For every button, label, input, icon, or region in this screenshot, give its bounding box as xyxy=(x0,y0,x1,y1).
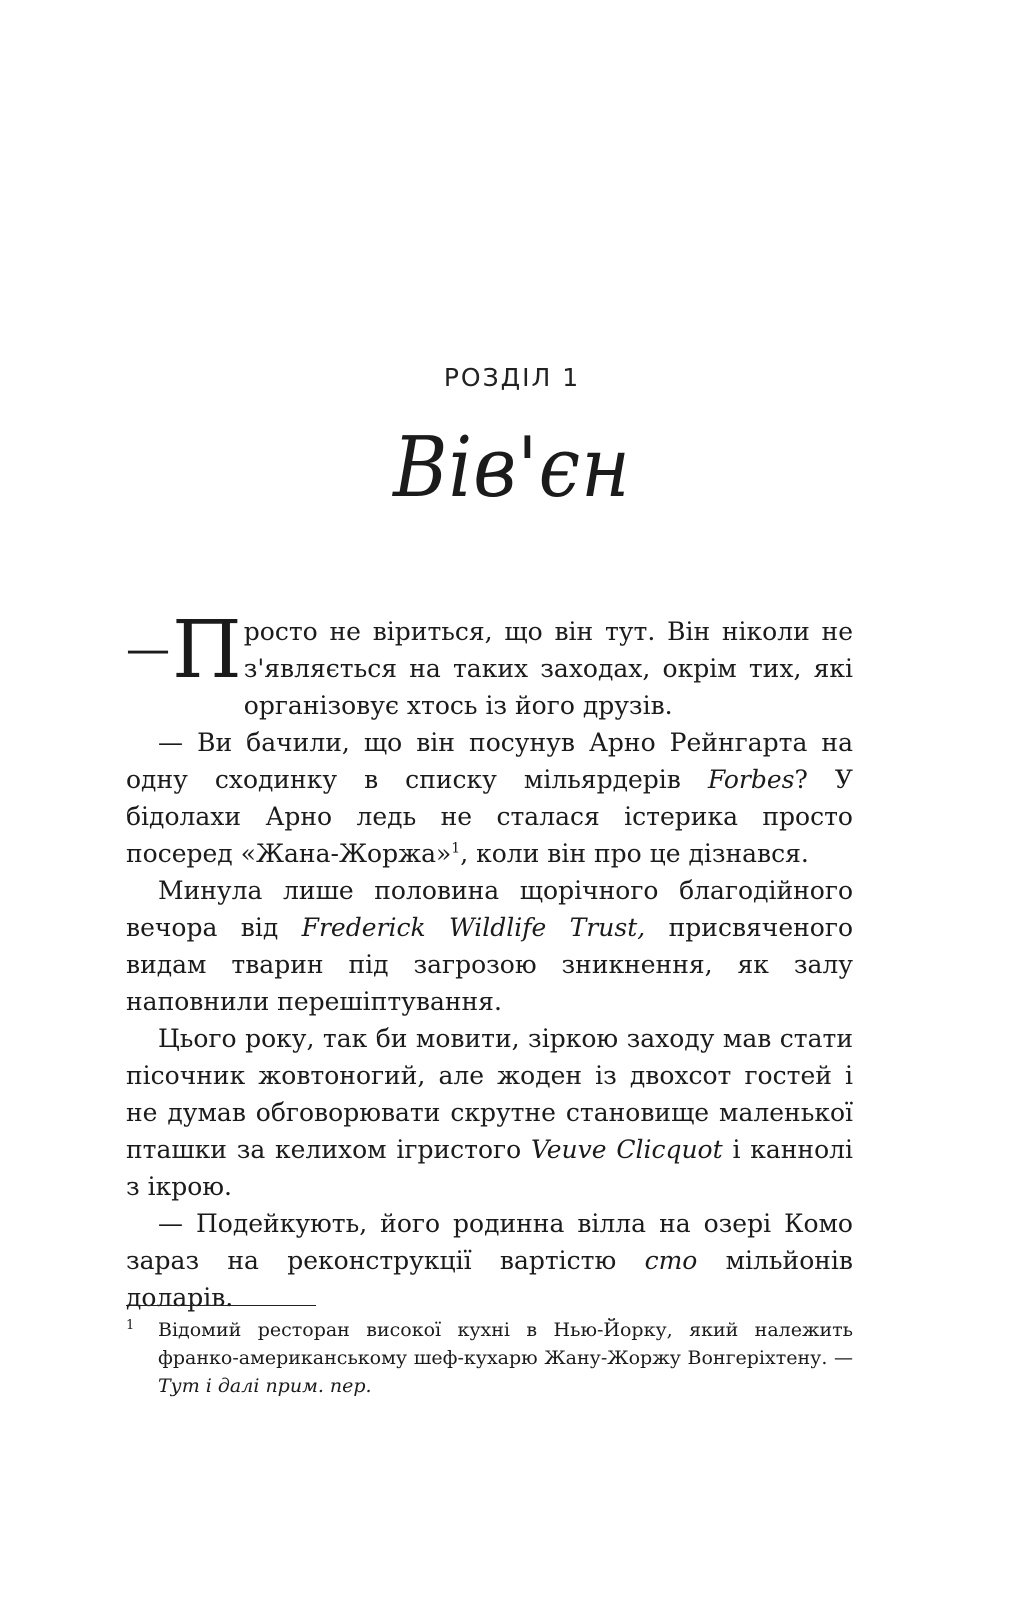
paragraph-5-text-b: мільйонів доларів. xyxy=(126,1246,853,1312)
paragraph-1-text: росто не віриться, що він тут. Він ніколи не з'являється на таких заходах, окрім тих, які організовує хтось із його друзів. xyxy=(243,617,853,720)
paragraph-4 xyxy=(126,1020,853,1205)
paragraph-2-text-c: , коли він про це дізнався. xyxy=(460,839,809,868)
paragraph-5-italic: сто xyxy=(644,1246,698,1275)
drop-cap-letter: П xyxy=(172,603,242,696)
paragraph-2 xyxy=(126,724,853,872)
paragraph-4-text-b: і каннолі з ікрою. xyxy=(126,1135,854,1201)
drop-cap-dash: — xyxy=(126,624,170,675)
paragraph-3-text-b: присвяченого видам тварин під загрозою зникнення, як залу наповнили перешіптування. xyxy=(126,913,853,1016)
footnote-divider xyxy=(126,1305,316,1306)
paragraph-3-italic: Frederick Wildlife Trust, xyxy=(301,913,646,942)
footnote-reference[interactable]: 1 xyxy=(451,840,461,857)
paragraph-5-text-a: — Подейкують, його родинна вілла на озері Комо зараз на реконструкції вартістю xyxy=(126,1209,853,1275)
paragraph-2-italic: Forbes xyxy=(707,765,795,794)
paragraph-4-text-a: Цього року, так би мовити, зіркою заходу мав стати пісочник жовтоногий, але жоден із двохсот гостей і не думав обговорювати скрутне становище маленької пташки за келихом ігристого xyxy=(126,1024,853,1164)
paragraph-3 xyxy=(126,872,853,1020)
chapter-title: Вів'єн xyxy=(393,420,631,517)
footnote-body: Відомий ресторан високої кухні в Нью-Йорку, який належить франко-американському шеф-кухарю Жану-Жоржу Вонгеріхтену. — xyxy=(158,1319,853,1369)
drop-cap xyxy=(126,603,242,696)
paragraph-3-text-a: Минула лише половина щорічного благодійного вечора від xyxy=(126,876,853,942)
body-text xyxy=(126,603,854,1316)
footnote-italic: Тут і далі прим. пер. xyxy=(158,1375,372,1397)
paragraph-1 xyxy=(126,603,853,724)
footnote-text xyxy=(158,1316,853,1400)
paragraph-2-text-b: ? У бідолахи Арно ледь не сталася істерика просто посеред «Жана-Жоржа» xyxy=(126,765,853,868)
footnote-number: 1 xyxy=(126,1318,135,1333)
paragraph-5 xyxy=(126,1205,853,1316)
paragraph-4-italic: Veuve Clicquot xyxy=(530,1135,723,1164)
footnote xyxy=(126,1316,853,1400)
paragraph-2-text-a: — Ви бачили, що він посунув Арно Рейнгарта на одну сходинку в списку мільярдерів xyxy=(126,728,853,794)
chapter-label: РОЗДІЛ 1 xyxy=(443,363,581,392)
